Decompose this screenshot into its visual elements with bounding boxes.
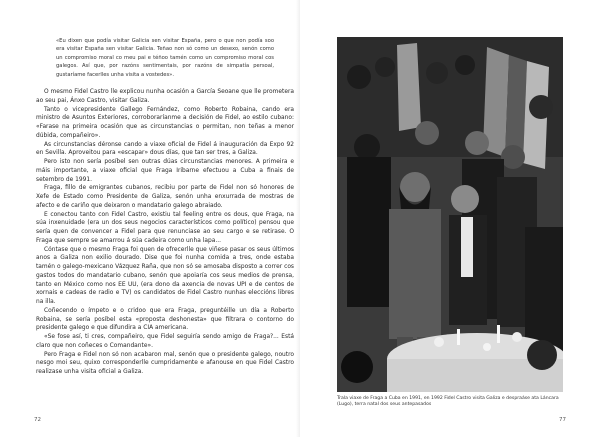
- paragraph: «Se fose así, ti cres, compañeiro, que Fidel seguiría sendo amigo de Fraga?... Está claro que non coñeces o Comandante».: [36, 334, 294, 349]
- paragraph: Tanto o vicepresidente Gallego Fernández, como Roberto Robaina, cando era ministro de Asuntos Exteriores, corroboraríanme a decisión de Fidel, ao estilo cubano: «Farase na primeira ocasión que as circunstancias o permitan, non teñas a menor dúbida, compañeiro».: [36, 106, 294, 139]
- photograph-bw-icon: [337, 37, 563, 392]
- photo-caption: Trala viaxe de Fraga a Cuba en 1991, en 1992 Fidel Castro visita Galiza e despraáse ata Láncara (Lugo), terra natal dos seus antepasados: [337, 396, 559, 408]
- paragraph: As circunstancias déronse cando a viaxe oficial de Fidel á inauguración da Expo 92 en Sevilla. Aproveitou para «escapar» dous días, que tan ser tres, a Galiza.: [36, 141, 294, 157]
- photo-illustration: [337, 37, 563, 392]
- paragraph: E conectou tanto con Fidel Castro, existiu tal feeling entre os dous, que Fraga, na súa inxenuidade (era un dos seus negocios característicos como político) pensou que sería quen de convencer a Fidel para que renunciase ao seu cargo e se retirase. O Fraga que sempre se amarrou á súa cadeira como unha lapa...: [36, 211, 294, 244]
- page-number-left: 72: [34, 417, 41, 423]
- block-quote: [56, 37, 274, 79]
- paragraph: O mesmo Fidel Castro lle explicou nunha ocasión a García Seoane que lle prometera ao seu pai, Ánxo Castro, visitar Galiza.: [36, 89, 294, 104]
- paragraph: Cóntase que o mesmo Fraga foi quen de ofrecerlle que viñese pasar os seus últimos anos a Galiza non exilio dourado. Dise que foi nunha comida a tres, onde estaba tamén o galego-mexicano Vázquez Raña, que non só se amosaba disposto a correr cos gastos todos do mandatario cubano, senón que apoiaría cos seus medios de prensa, tanto en México como nos EE UU, (era dono da axencia de novas UPI e de centos de xornais e cadeas de radio e TV) os candidatos de Fidel Castro nunhas eleccións libres na illa.: [36, 246, 294, 305]
- paragraph: Pero Fraga e Fidel non só non acabaron mal, senón que o presidente galego, noutro nesgo moi seu, quixo corresponderlle cumpridamente e afanouse en que Fidel Castro realizase unha visita oficial a Galiza.: [36, 351, 294, 375]
- paragraph: Pero isto non sería posíbel sen outras dúas circunstancias menores. A primeira e máis importante, a viaxe oficial que Fraga Iribarne efectuou a Cuba a finais de setembro de 1991.: [36, 159, 294, 183]
- quote-text: «Eu dixen que podía visitar Galicia sen visitar España, pero o que non podía soo era visitar España sen visitar Galicia. Teñao non só como un desexo, senón como un compromiso moral co meu pai e téñoo tamén como un compromiso moral cos galegos. Así que, por razóns sentimentais, por razóns de simpatía persoal, gustaríame facerlles unha visita a vostedes».: [56, 38, 274, 78]
- page-number-right: 77: [559, 417, 566, 423]
- paragraph: Coñecendo o ímpeto e o cridoo que era Fraga, preguntéille un día a Roberto Robaina, se sería posíbel esta «proposta deshonesta» que filtrara o contorno do presidente galego e que difundira a CIA americana.: [36, 307, 294, 332]
- paragraph: Fraga, fillo de emigrantes cubanos, recibiu por parte de Fidel non só honores de Xefe de Estado como Presidente de Galiza, senón unha enxurrada de mostras de afecto e de cariño que deixaron o mandatario galego abraiado.: [36, 185, 294, 209]
- right-page: [300, 0, 600, 437]
- body-text: [36, 88, 294, 377]
